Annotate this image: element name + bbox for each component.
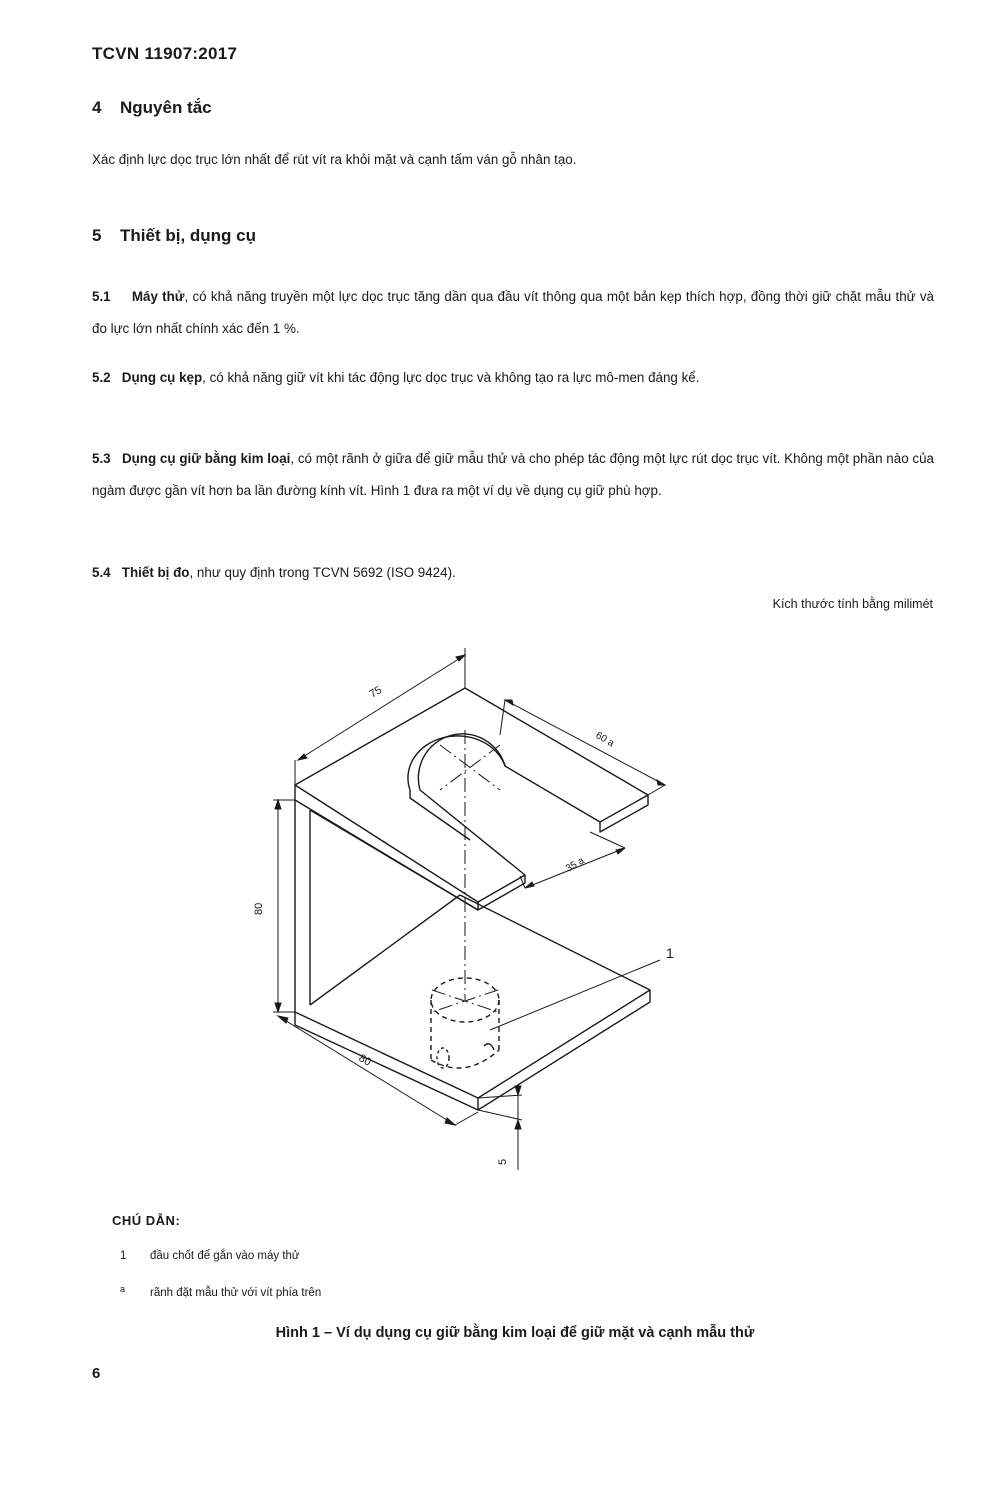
dim-60 <box>500 700 665 795</box>
figure-caption: Hình 1 – Ví dụ dụng cụ giữ bằng kim loại để giữ mặt và cạnh mẫu thử <box>275 1325 755 1341</box>
bottom-plate <box>295 895 650 1098</box>
clause-term: Thiết bị đo <box>121 565 190 580</box>
slot-inner-edge <box>410 790 470 840</box>
pin-bottom <box>431 1050 499 1068</box>
clause-number: 5.4 <box>92 565 111 580</box>
dim-label-80-base: 80 <box>356 1052 374 1069</box>
slot-crosshair <box>440 745 500 790</box>
dimension-lines <box>273 648 665 1170</box>
clause-text: , có một rãnh ở giữa để giữ mẫu thử và cho phép tác động một lực rút dọc trục vít. Không một phần nào của ngàm được gần vít hơn ba lần đường kính vít. Hình 1 đưa ra một ví dụ về dụng cụ giữ phù hợp. <box>92 451 934 498</box>
units-note: Kích thước tính bằng milimét <box>772 597 933 611</box>
page-number: 6 <box>92 1365 101 1382</box>
legend-text: đầu chốt để gắn vào máy thử <box>150 1250 300 1262</box>
clause-number: 5.1 <box>92 289 111 304</box>
section-title: Nguyên tắc <box>120 98 212 117</box>
clause-term: Dụng cụ kẹp <box>121 370 203 385</box>
clause-text: , có khả năng giữ vít khi tác động lực dọc trục và không tạo ra lực mô-men đáng kể. <box>202 370 700 385</box>
clause-5-2 <box>92 362 934 394</box>
top-plate <box>295 688 648 902</box>
section-5-heading <box>92 226 256 246</box>
clause-5-1 <box>92 281 934 345</box>
clause-term: Dụng cụ giữ bằng kim loại <box>121 451 291 466</box>
clause-number: 5.3 <box>92 451 111 466</box>
clause-5-3 <box>92 443 934 507</box>
bottom-plate-edge <box>295 1012 478 1110</box>
standard-code: TCVN 11907:2017 <box>92 44 238 63</box>
holder-outline <box>295 688 650 1110</box>
legend-text: rãnh đặt mẫu thử với vít phía trên <box>150 1287 322 1299</box>
pin-crosshair <box>432 990 498 1012</box>
legend-item <box>120 1250 300 1262</box>
dim-80-base <box>278 1016 478 1125</box>
legend-title: CHÚ DẪN: <box>112 1213 181 1228</box>
legend-key: 1 <box>120 1250 127 1262</box>
inner-diagonal <box>310 895 460 1005</box>
legend-item <box>120 1284 321 1299</box>
top-plate-edge <box>478 875 525 910</box>
dim-75 <box>295 648 465 785</box>
dim-label-60: 60 a <box>593 730 616 750</box>
dim-label-35: 35 a <box>564 855 587 875</box>
holder-drawing <box>0 620 993 1190</box>
section-number: 5 <box>92 226 102 245</box>
pin-notch <box>484 1044 494 1050</box>
dim-80-vertical <box>273 800 295 1012</box>
clause-number: 5.2 <box>92 370 111 385</box>
section-4-heading <box>92 98 212 118</box>
callout-leader <box>490 960 660 1030</box>
clause-term: Máy thử <box>131 289 185 304</box>
section-title: Thiết bị, dụng cụ <box>120 226 256 245</box>
back-wall-inner-top <box>310 810 478 910</box>
clause-5-4 <box>92 557 934 589</box>
center-lines <box>432 730 500 1012</box>
clause-text: , có khả năng truyền một lực dọc trục tăng dần qua đầu vít thông qua một bản kẹp thích hợp, đồng thời giữ chặt mẫu thử và đo lực lớn nhất chính xác đến 1 %. <box>92 289 935 336</box>
section-number: 4 <box>92 98 102 117</box>
dim-label-5: 5 <box>497 1158 509 1165</box>
bottom-plate-edge <box>478 990 650 1110</box>
legend-key: a <box>120 1284 126 1294</box>
top-plate-edge <box>600 795 648 832</box>
section-4-text: Xác định lực dọc trục lớn nhất để rút vít ra khỏi mặt và cạnh tấm ván gỗ nhân tạo. <box>92 152 577 167</box>
clause-text: , như quy định trong TCVN 5692 (ISO 9424). <box>189 565 456 580</box>
callout-1: 1 <box>666 945 674 961</box>
dim-label-75: 75 <box>367 684 385 701</box>
dim-label-80-vertical: 80 <box>253 902 265 915</box>
